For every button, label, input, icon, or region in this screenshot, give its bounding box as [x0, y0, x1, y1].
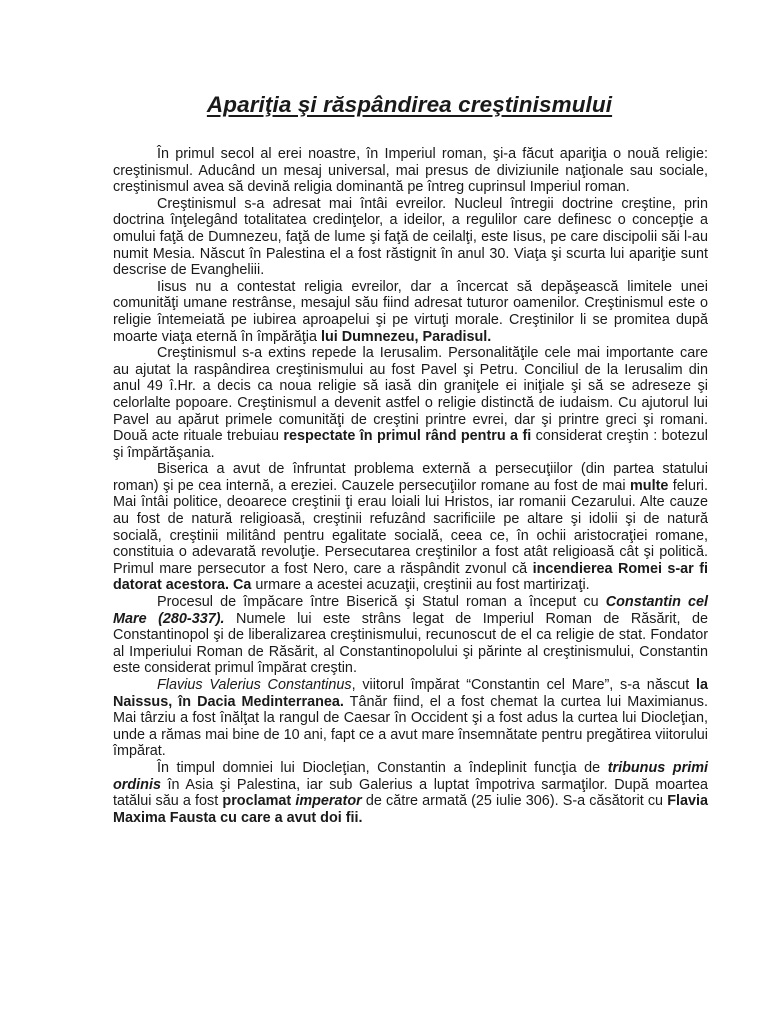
text-run: incendierea Romei s-ar fi datorat acestora. Ca: [113, 560, 708, 594]
text-run: tribunus primi ordinis: [113, 759, 708, 793]
text-run: În timpul domniei lui Diocleţian, Constantin a îndeplinit funcţia de: [157, 759, 608, 776]
text-run: Creştinismul s-a extins repede la Ierusalim. Personalităţile cele mai importante care au ajutat la raspândirea creştinismului au fost Pavel şi Petru. Conciliul de la Ierusalim din anul 49 î.Hr. a decis ca noua religie să iasă din graniţele ei iniţiale şi să se adreseze şi celorlalte popoare. Creştinismul a devenit astfel o religie distinctă de iudaism. Cu ajutorul lui Pavel au apărut primele comunităţi de creştini printre evrei, dar şi printre greci şi romani. Două acte rituale trebuiau: [113, 345, 708, 445]
text-run: proclamat: [222, 793, 292, 810]
text-run: în Asia şi Palestina, iar sub Galerius a luptat împotriva sarmaţilor. După moartea tatălui său a fost: [113, 776, 708, 810]
text-run: Tânăr fiind, el a fost chemat la curtea lui Maximianus. Mai târziu a fost înălţat la rangul de Caesar în Occident şi a fost adus la curtea lui Diocleţian, unde a rămas mai bine de 10 ani, fapt ce a avut mare însemnătate pentru pregătirea viitorului împărat.: [113, 693, 708, 760]
text-run: multe: [629, 477, 669, 494]
paragraph: [113, 677, 708, 760]
text-run: Flavius Valerius Constantinus: [157, 677, 352, 693]
paragraph: [113, 760, 708, 826]
text-run: considerat creştin : botezul şi împărtăşania.: [113, 428, 708, 461]
text-run: , viitorul împărat “Constantin cel Mare”, s-a născut: [351, 677, 696, 693]
text-run: lui Dumnezeu, Paradisul.: [320, 328, 492, 345]
text-run: Constantin cel Mare (280-337).: [113, 594, 708, 627]
text-run: Numele lui este strâns legat de Imperiul Roman de Răsărit, de Constantinopol şi de liberalizarea creştinismului, recunoscut de el ca religie de stat. Fondator al Imperiului Roman de Răsărit, al Constantinopolului şi părinte al creştinismului, Constantin este considerat primul împărat creştin.: [113, 610, 708, 677]
text-run: Flavia Maxima Fausta cu care a avut doi fii.: [113, 793, 708, 826]
text-run: Procesul de împăcare între Biserică şi Statul roman a început cu: [157, 594, 606, 611]
paragraph: [113, 146, 708, 196]
text-run: imperator: [295, 793, 362, 810]
document-body: [113, 146, 708, 826]
text-run: feluri. Mai întâi politice, deoarece creştinii ţi erau loiali lui Hristos, iar romanii Cezarului. Alte cauze au fost de natură religioasă, creştinii refuzând sacrificiile pe altare şi idolii şi de natură socială, creştinii militând pentru egalitate socială, ceea ce, în ochii aristocraţiei romane, constituia o adevarată revoluţie. Persecutarea creştinilor a fost atât religioasă cât şi politică. Primul mare persecutor a fost Nero, care a răspândit zvonul că: [113, 477, 708, 577]
paragraph: [113, 279, 708, 345]
text-run: Creştinismul s-a adresat mai întâi evreilor. Nucleul întregii doctrine creştine, prin doctrina înţelegând totalitatea credinţelor, a ideilor, a regulilor care definesc o concepţie a omului faţă de Dumnezeu, faţă de lume şi faţă de ceilalţi, este Iisus, pe care discipolii săi l-au numit Mesia. Născut în Palestina el a fost răstignit în anul 30. Viaţa şi scurta lui apariţie sunt descrise de Evangheliii.: [113, 195, 708, 279]
page-title: Apariţia şi răspândirea creştinismului: [206, 92, 613, 117]
text-run: la Naissus, în Dacia Medinterranea.: [113, 677, 708, 710]
paragraph: [113, 461, 708, 594]
text-run: respectate în primul rând pentru a fi: [283, 428, 532, 445]
paragraph: [113, 594, 708, 677]
text-run: de către armată (25 iulie 306). S-a căsătorit cu: [361, 793, 668, 810]
text-run: urmare a acestei acuzaţii, creştinii au fost martirizaţi.: [251, 577, 590, 594]
text-run: Iisus nu a contestat religia evreilor, dar a încercat să depăşească limitele unei comunităţi umane restrânse, mesajul său fiind adresat tuturor oamenilor. Creştinismul este o religie întemeiată pe iubirea aproapelui şi pe virtuţi morale. Creştinilor li se promitea după moarte viaţa eternă în împărăţia: [113, 278, 708, 345]
paragraph: [113, 345, 708, 461]
paragraph: [113, 196, 708, 279]
text-run: În primul secol al erei noastre, în Imperiul roman, şi-a făcut apariţia o nouă religie: creştinismul. Aducând un mesaj universal, mai presus de diviziunile naţionale sau sociale, creştinismul avea să devină religia dominantă pe întreg cuprinsul Imperiul roman.: [113, 146, 708, 196]
text-run: Biserica a avut de înfruntat problema externă a persecuţiilor (din partea statului roman) şi pe cea internă, a ereziei. Cauzele persecuţiilor romane au fost de mai: [113, 461, 708, 494]
